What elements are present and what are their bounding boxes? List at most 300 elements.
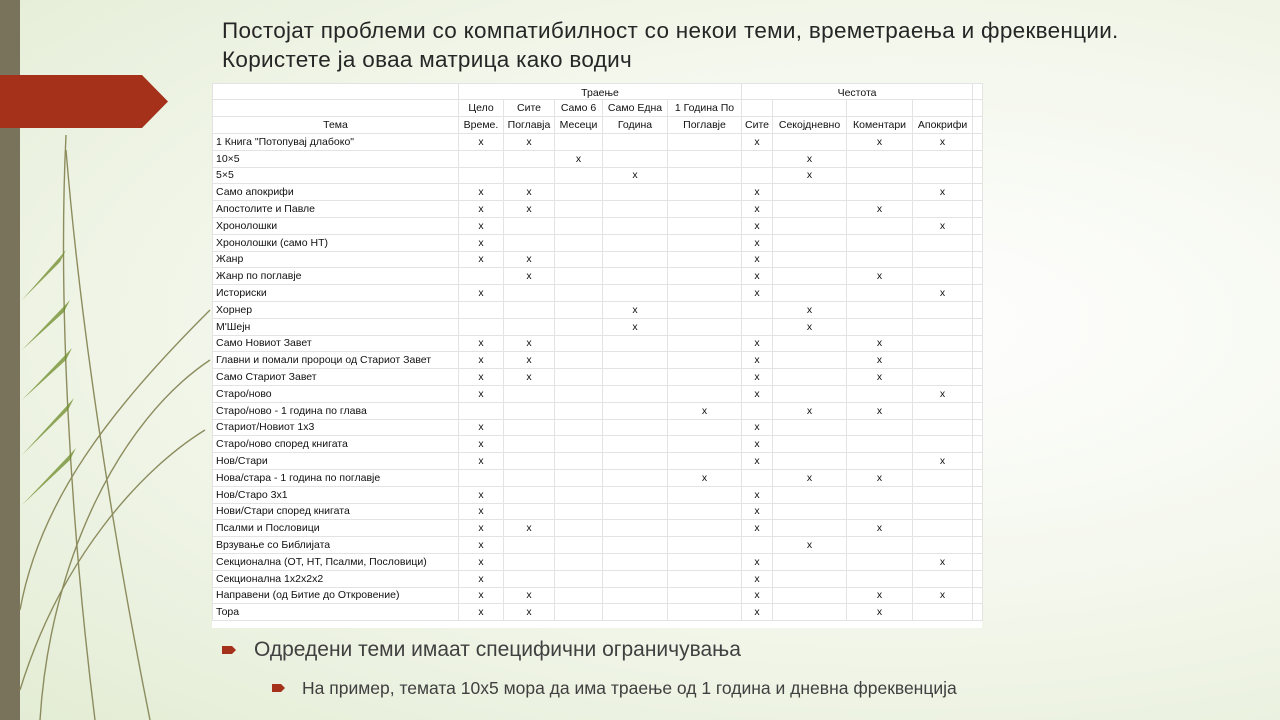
mark-cell (913, 318, 973, 335)
mark-cell: x (847, 604, 913, 621)
mark-cell (913, 369, 973, 386)
mark-cell (773, 453, 847, 470)
mark-cell (603, 217, 668, 234)
mark-cell: x (459, 134, 504, 151)
mark-cell (555, 134, 603, 151)
mark-cell (668, 251, 742, 268)
mark-cell: x (742, 369, 773, 386)
mark-cell: x (504, 268, 555, 285)
mark-cell (603, 419, 668, 436)
mark-cell (555, 335, 603, 352)
mark-cell (668, 570, 742, 587)
mark-cell: x (847, 268, 913, 285)
mark-cell (847, 570, 913, 587)
mark-cell: x (847, 520, 913, 537)
topic-cell: Хронолошки (само НТ) (213, 234, 459, 251)
mark-cell: x (742, 352, 773, 369)
mark-cell (668, 335, 742, 352)
mark-cell (847, 217, 913, 234)
mark-cell (504, 469, 555, 486)
mark-cell: x (742, 604, 773, 621)
table-row (213, 469, 983, 486)
column-header-line2: Година (603, 117, 668, 134)
topic-cell: Тора (213, 604, 459, 621)
table-row (213, 369, 983, 386)
bullet-level2-text: На пример, темата 10x5 мора да има траење од 1 година и дневна фреквенција (302, 678, 957, 698)
topic-cell: Старо/ново - 1 година по глава (213, 402, 459, 419)
mark-cell: x (459, 453, 504, 470)
mark-cell (555, 268, 603, 285)
topic-header-spacer (213, 100, 459, 117)
mark-cell (603, 352, 668, 369)
mark-cell: x (742, 503, 773, 520)
mark-cell: x (742, 335, 773, 352)
mark-cell (555, 251, 603, 268)
mark-cell (603, 587, 668, 604)
mark-cell (847, 419, 913, 436)
mark-cell (847, 285, 913, 302)
header-spacer (973, 117, 983, 134)
column-header-line2: Време. (459, 117, 504, 134)
spacer-cell (973, 385, 983, 402)
mark-cell (773, 335, 847, 352)
spacer-cell (973, 553, 983, 570)
table-row (213, 217, 983, 234)
mark-cell (603, 335, 668, 352)
mark-cell (603, 134, 668, 151)
table-row (213, 318, 983, 335)
mark-cell (913, 419, 973, 436)
table-row (213, 167, 983, 184)
mark-cell (668, 553, 742, 570)
mark-cell (742, 318, 773, 335)
mark-cell: x (459, 184, 504, 201)
table-row (213, 503, 983, 520)
mark-cell (504, 537, 555, 554)
mark-cell: x (504, 587, 555, 604)
table-row (213, 570, 983, 587)
mark-cell (555, 486, 603, 503)
table-row (213, 553, 983, 570)
mark-cell (847, 385, 913, 402)
mark-cell: x (504, 184, 555, 201)
column-header-line1 (742, 100, 773, 117)
mark-cell: x (459, 553, 504, 570)
spacer-cell (973, 436, 983, 453)
mark-cell: x (742, 184, 773, 201)
mark-cell (913, 335, 973, 352)
mark-cell: x (773, 318, 847, 335)
mark-cell (668, 352, 742, 369)
mark-cell (668, 604, 742, 621)
spacer-cell (973, 217, 983, 234)
red-arrow-shape (0, 75, 168, 128)
mark-cell (603, 469, 668, 486)
mark-cell (603, 503, 668, 520)
mark-cell (773, 503, 847, 520)
mark-cell (504, 402, 555, 419)
mark-cell: x (773, 537, 847, 554)
column-header-line1: 1 Година По (668, 100, 742, 117)
mark-cell (668, 520, 742, 537)
spacer-cell (973, 486, 983, 503)
mark-cell (913, 352, 973, 369)
topic-cell: 5×5 (213, 167, 459, 184)
mark-cell: x (742, 251, 773, 268)
topic-cell: Историски (213, 285, 459, 302)
topic-cell: Псалми и Пословици (213, 520, 459, 537)
table-row (213, 134, 983, 151)
spacer-cell (973, 234, 983, 251)
mark-cell (773, 268, 847, 285)
mark-cell (913, 201, 973, 218)
mark-cell: x (742, 217, 773, 234)
mark-cell (603, 369, 668, 386)
mark-cell (603, 520, 668, 537)
mark-cell (773, 251, 847, 268)
mark-cell: x (459, 570, 504, 587)
compatibility-matrix (212, 83, 982, 628)
mark-cell (773, 285, 847, 302)
mark-cell (668, 285, 742, 302)
mark-cell (504, 234, 555, 251)
mark-cell: x (913, 453, 973, 470)
table-row (213, 268, 983, 285)
topic-cell: Апостолите и Павле (213, 201, 459, 218)
mark-cell: x (742, 134, 773, 151)
mark-cell (742, 150, 773, 167)
mark-cell: x (459, 352, 504, 369)
mark-cell (668, 453, 742, 470)
mark-cell (555, 520, 603, 537)
mark-cell (847, 251, 913, 268)
mark-cell: x (847, 402, 913, 419)
topic-cell: М'Шејн (213, 318, 459, 335)
mark-cell (847, 301, 913, 318)
mark-cell (603, 402, 668, 419)
mark-cell: x (773, 150, 847, 167)
mark-cell: x (742, 419, 773, 436)
spacer-cell (973, 570, 983, 587)
mark-cell (742, 301, 773, 318)
mark-cell (603, 184, 668, 201)
spacer-cell (973, 419, 983, 436)
column-header-line2: Апокрифи (913, 117, 973, 134)
mark-cell: x (847, 587, 913, 604)
mark-cell: x (504, 251, 555, 268)
column-header-line1 (847, 100, 913, 117)
mark-cell (504, 553, 555, 570)
mark-cell (913, 570, 973, 587)
mark-cell (603, 537, 668, 554)
mark-cell: x (459, 520, 504, 537)
mark-cell (668, 419, 742, 436)
mark-cell (555, 369, 603, 386)
mark-cell (603, 453, 668, 470)
mark-cell (555, 318, 603, 335)
mark-cell (668, 385, 742, 402)
spacer-cell (973, 587, 983, 604)
mark-cell (603, 150, 668, 167)
topic-cell: Старо/ново според книгата (213, 436, 459, 453)
mark-cell (668, 486, 742, 503)
mark-cell (555, 167, 603, 184)
table-row (213, 520, 983, 537)
topic-cell: Секционална 1x2x2x2 (213, 570, 459, 587)
mark-cell: x (459, 385, 504, 402)
column-header-line2: Секојдневно (773, 117, 847, 134)
mark-cell (555, 201, 603, 218)
mark-cell (742, 469, 773, 486)
mark-cell (504, 285, 555, 302)
spacer-cell (973, 184, 983, 201)
mark-cell (913, 301, 973, 318)
column-header-line2: Сите (742, 117, 773, 134)
mark-cell (668, 587, 742, 604)
mark-cell (555, 537, 603, 554)
mark-cell (913, 604, 973, 621)
mark-cell: x (847, 369, 913, 386)
topic-cell: Нов/Старо 3x1 (213, 486, 459, 503)
matrix-table (212, 83, 983, 621)
spacer-cell (973, 352, 983, 369)
table-row (213, 201, 983, 218)
mark-cell: x (603, 318, 668, 335)
header-empty (213, 84, 459, 100)
mark-cell: x (603, 167, 668, 184)
mark-cell (459, 301, 504, 318)
mark-cell: x (847, 134, 913, 151)
mark-cell: x (459, 587, 504, 604)
topic-cell: Нови/Стари според книгата (213, 503, 459, 520)
bullet-level1-text: Одредени теми имаат специфични ограничувања (254, 638, 741, 661)
mark-cell: x (742, 453, 773, 470)
mark-cell: x (742, 570, 773, 587)
topic-cell: Само Стариот Завет (213, 369, 459, 386)
table-row (213, 486, 983, 503)
mark-cell (668, 436, 742, 453)
mark-cell (459, 167, 504, 184)
spacer-cell (973, 285, 983, 302)
mark-cell (504, 150, 555, 167)
mark-cell: x (459, 217, 504, 234)
table-row (213, 285, 983, 302)
mark-cell (773, 436, 847, 453)
spacer-cell (973, 201, 983, 218)
topic-cell: Жанр (213, 251, 459, 268)
mark-cell: x (742, 486, 773, 503)
mark-cell (555, 419, 603, 436)
spacer-cell (973, 402, 983, 419)
mark-cell: x (668, 402, 742, 419)
topic-cell: 10×5 (213, 150, 459, 167)
topic-cell: Стариот/Новиот 1x3 (213, 419, 459, 436)
topic-cell: Старо/ново (213, 385, 459, 402)
mark-cell (668, 167, 742, 184)
arrow-bullet-icon (222, 644, 238, 656)
mark-cell: x (742, 436, 773, 453)
mark-cell: x (913, 385, 973, 402)
mark-cell (555, 217, 603, 234)
mark-cell (459, 402, 504, 419)
mark-cell (603, 201, 668, 218)
mark-cell (603, 486, 668, 503)
mark-cell (773, 369, 847, 386)
spacer-cell (973, 301, 983, 318)
spacer-cell (973, 604, 983, 621)
mark-cell (773, 419, 847, 436)
mark-cell: x (504, 201, 555, 218)
mark-cell (459, 268, 504, 285)
mark-cell: x (742, 234, 773, 251)
spacer-cell (973, 503, 983, 520)
mark-cell: x (504, 604, 555, 621)
mark-cell (504, 503, 555, 520)
topic-cell: Главни и помали пророци од Стариот Завет (213, 352, 459, 369)
column-header-line1: Сите (504, 100, 555, 117)
mark-cell (603, 385, 668, 402)
mark-cell (847, 486, 913, 503)
mark-cell (773, 570, 847, 587)
mark-cell: x (603, 301, 668, 318)
table-row (213, 234, 983, 251)
mark-cell: x (742, 285, 773, 302)
mark-cell: x (773, 301, 847, 318)
mark-cell (913, 167, 973, 184)
mark-cell (742, 537, 773, 554)
mark-cell (913, 436, 973, 453)
column-header-line2: Поглавје (668, 117, 742, 134)
mark-cell (504, 167, 555, 184)
table-row (213, 537, 983, 554)
mark-cell: x (555, 150, 603, 167)
bullet-level2 (272, 676, 957, 700)
mark-cell (555, 385, 603, 402)
table-row (213, 352, 983, 369)
mark-cell (913, 234, 973, 251)
mark-cell (913, 150, 973, 167)
mark-cell: x (913, 587, 973, 604)
mark-cell: x (913, 184, 973, 201)
mark-cell: x (742, 385, 773, 402)
mark-cell (773, 184, 847, 201)
mark-cell: x (668, 469, 742, 486)
mark-cell: x (459, 537, 504, 554)
mark-cell (668, 150, 742, 167)
mark-cell (555, 453, 603, 470)
column-header-line1 (773, 100, 847, 117)
mark-cell (603, 234, 668, 251)
mark-cell: x (773, 167, 847, 184)
mark-cell (847, 184, 913, 201)
mark-cell (913, 469, 973, 486)
mark-cell (668, 217, 742, 234)
spacer-cell (973, 150, 983, 167)
mark-cell (847, 234, 913, 251)
topic-cell: Хорнер (213, 301, 459, 318)
mark-cell: x (459, 436, 504, 453)
column-header-line1: Само Една (603, 100, 668, 117)
mark-cell (555, 436, 603, 453)
mark-cell (555, 234, 603, 251)
mark-cell (773, 201, 847, 218)
mark-cell (603, 436, 668, 453)
topic-cell: 1 Книга "Потопувај длабоко" (213, 134, 459, 151)
arrow-bullet-icon (272, 683, 286, 693)
topic-cell: Нова/стара - 1 година по поглавје (213, 469, 459, 486)
mark-cell (504, 318, 555, 335)
mark-cell (773, 553, 847, 570)
table-row (213, 436, 983, 453)
table-row (213, 604, 983, 621)
mark-cell (773, 352, 847, 369)
mark-cell (773, 234, 847, 251)
mark-cell (742, 402, 773, 419)
mark-cell (668, 318, 742, 335)
mark-cell (847, 553, 913, 570)
mark-cell (668, 537, 742, 554)
mark-cell (555, 184, 603, 201)
mark-cell (773, 486, 847, 503)
mark-cell: x (504, 352, 555, 369)
topic-cell: Направени (од Битие до Откровение) (213, 587, 459, 604)
topic-header: Тема (213, 117, 459, 134)
mark-cell: x (504, 520, 555, 537)
column-header-line1 (913, 100, 973, 117)
mark-cell (504, 385, 555, 402)
table-row (213, 251, 983, 268)
mark-cell: x (847, 469, 913, 486)
table-row (213, 402, 983, 419)
spacer-cell (973, 335, 983, 352)
spacer-cell (973, 268, 983, 285)
table-row (213, 419, 983, 436)
topic-cell: Врзување со Библијата (213, 537, 459, 554)
mark-cell (603, 268, 668, 285)
mark-cell: x (504, 134, 555, 151)
bullet-level1 (222, 636, 741, 664)
mark-cell (504, 301, 555, 318)
slide-title: Постојат проблеми со компатибилност со некои теми, времетраења и фреквенции. Користете ја оваа матрица како водич (222, 18, 1119, 72)
mark-cell: x (913, 217, 973, 234)
column-header-line1: Само 6 (555, 100, 603, 117)
mark-cell: x (459, 604, 504, 621)
mark-cell: x (504, 335, 555, 352)
mark-cell (773, 520, 847, 537)
mark-cell (555, 503, 603, 520)
column-header-line2: Коментари (847, 117, 913, 134)
mark-cell (603, 604, 668, 621)
mark-cell (668, 184, 742, 201)
mark-cell (847, 436, 913, 453)
mark-cell (504, 436, 555, 453)
header-spacer (973, 100, 983, 117)
mark-cell (603, 553, 668, 570)
mark-cell (555, 587, 603, 604)
mark-cell: x (773, 402, 847, 419)
group-header-frequency: Честота (742, 84, 973, 100)
mark-cell: x (913, 553, 973, 570)
topic-cell: Жанр по поглавје (213, 268, 459, 285)
mark-cell (913, 486, 973, 503)
mark-cell (555, 469, 603, 486)
mark-cell: x (459, 234, 504, 251)
mark-cell (913, 520, 973, 537)
mark-cell (847, 503, 913, 520)
table-row (213, 150, 983, 167)
mark-cell: x (913, 134, 973, 151)
mark-cell: x (459, 486, 504, 503)
